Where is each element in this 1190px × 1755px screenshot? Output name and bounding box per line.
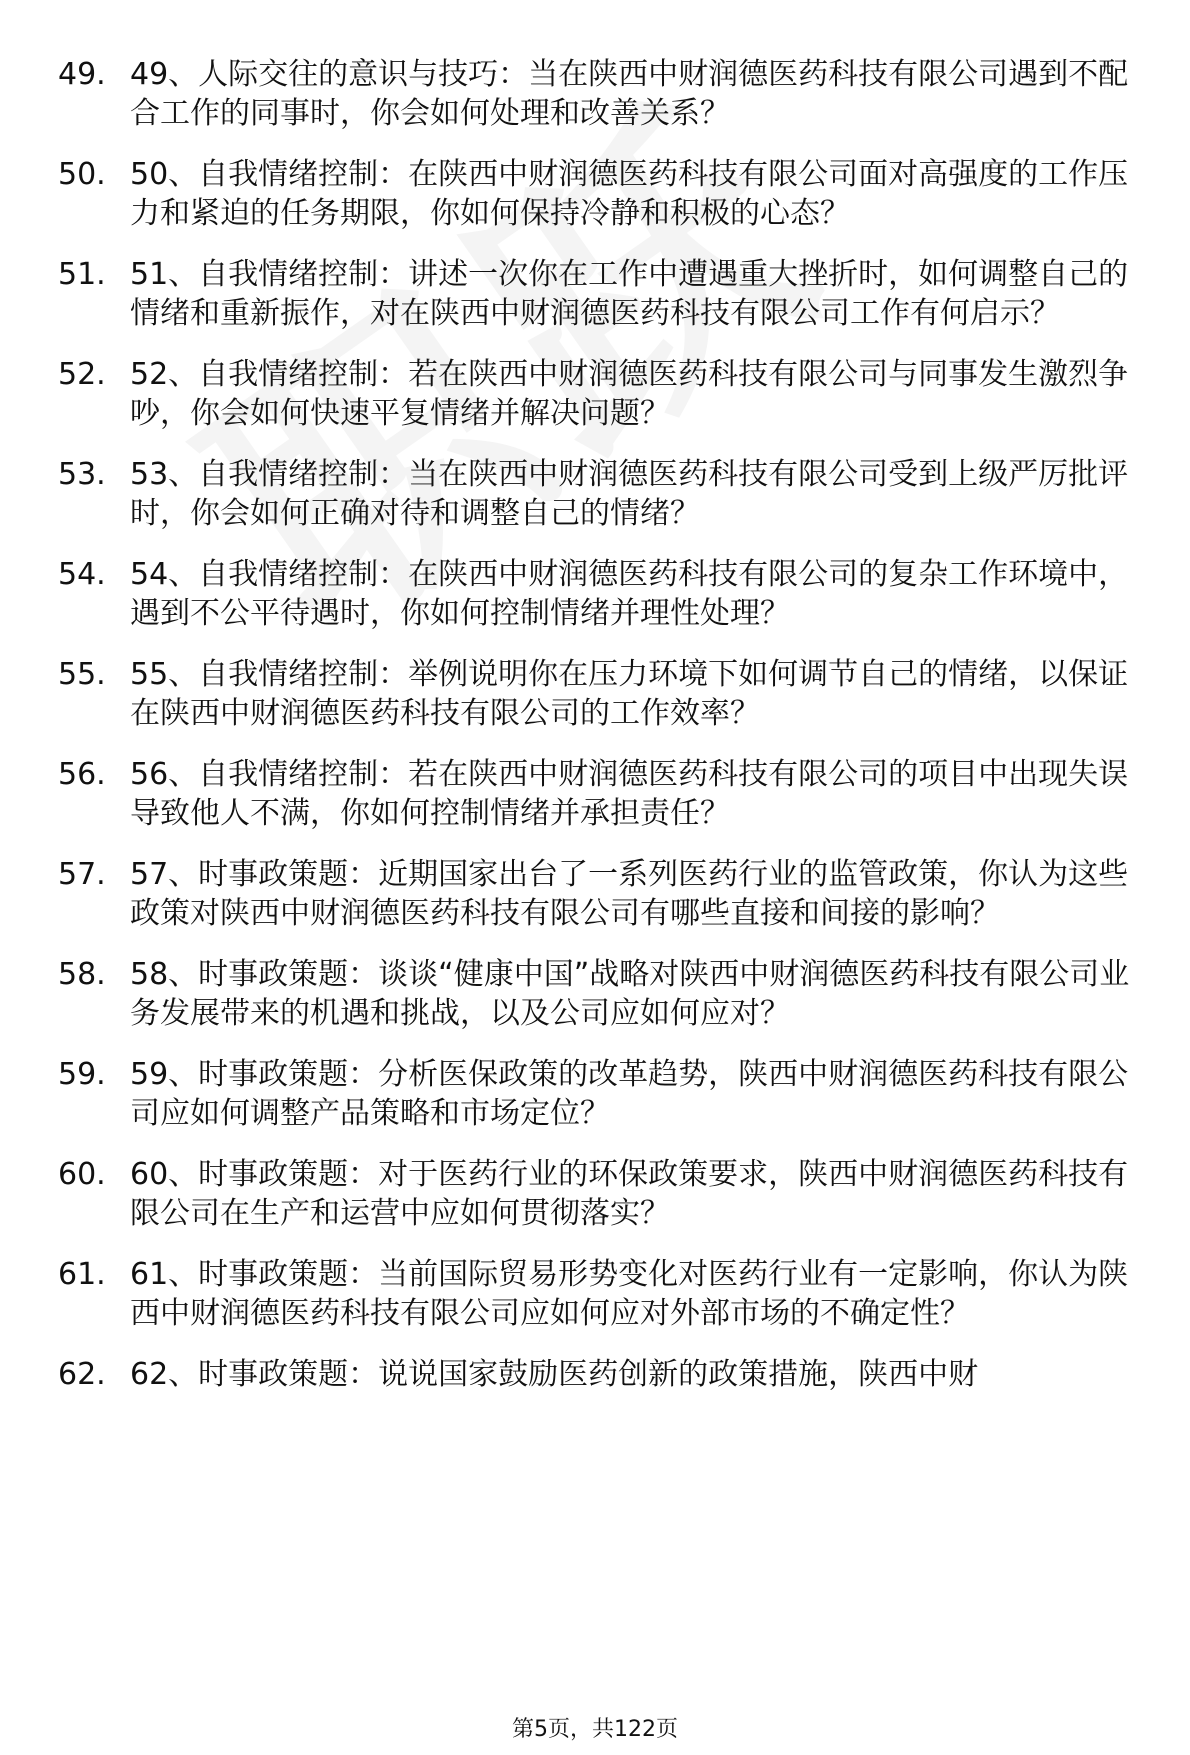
item-text: 62、时事政策题：说说国家鼓励医药创新的政策措施，陕西中财 [130,1357,979,1392]
list-item [58,355,1158,433]
item-text: 54、自我情绪控制：在陕西中财润德医药科技有限公司的复杂工作环境中，遇到不公平待遇时，你如何控制情绪并理性处理？ [130,557,1129,631]
item-text: 52、自我情绪控制：若在陕西中财润德医药科技有限公司与同事发生激烈争吵，你会如何快速平复情绪并解决问题？ [130,357,1129,431]
item-text: 60、时事政策题：对于医药行业的环保政策要求，陕西中财润德医药科技有限公司在生产和运营中应如何贯彻落实？ [130,1157,1129,1231]
item-number: 57. [58,857,106,892]
item-number: 61. [58,1257,106,1292]
item-text: 55、自我情绪控制：举例说明你在压力环境下如何调节自己的情绪，以保证在陕西中财润德医药科技有限公司的工作效率？ [130,657,1129,731]
item-number: 59. [58,1057,106,1092]
list-item [58,655,1158,733]
list-item [58,255,1158,333]
list-item [58,155,1158,233]
item-text: 49、人际交往的意识与技巧：当在陕西中财润德医药科技有限公司遇到不配合工作的同事时，你会如何处理和改善关系？ [130,57,1129,131]
item-number: 56. [58,757,106,792]
item-text: 53、自我情绪控制：当在陕西中财润德医药科技有限公司受到上级严厉批评时，你会如何正确对待和调整自己的情绪？ [130,457,1129,531]
item-number: 52. [58,357,106,392]
list-item [58,1155,1158,1233]
list-item [58,55,1158,133]
item-text: 59、时事政策题：分析医保政策的改革趋势，陕西中财润德医药科技有限公司应如何调整产品策略和市场定位？ [130,1057,1129,1131]
list-item [58,1355,1158,1394]
item-text: 61、时事政策题：当前国际贸易形势变化对医药行业有一定影响，你认为陕西中财润德医药科技有限公司应如何应对外部市场的不确定性？ [130,1257,1129,1331]
item-number: 50. [58,157,106,192]
list-item [58,555,1158,633]
item-number: 49. [58,57,106,92]
item-number: 53. [58,457,106,492]
item-number: 54. [58,557,106,592]
item-text: 56、自我情绪控制：若在陕西中财润德医药科技有限公司的项目中出现失误导致他人不满，你如何控制情绪并承担责任？ [130,757,1129,831]
item-text: 57、时事政策题：近期国家出台了一系列医药行业的监管政策，你认为这些政策对陕西中财润德医药科技有限公司有哪些直接和间接的影响？ [130,857,1129,931]
list-item [58,855,1158,933]
list-item [58,1055,1158,1133]
item-number: 60. [58,1157,106,1192]
list-item [58,455,1158,533]
question-list [58,55,1158,1416]
item-number: 58. [58,957,106,992]
list-item [58,1255,1158,1333]
item-text: 58、时事政策题：谈谈“健康中国”战略对陕西中财润德医药科技有限公司业务发展带来的机遇和挑战，以及公司应如何应对？ [130,957,1130,1031]
item-number: 51. [58,257,106,292]
page-footer: 第5页，共122页 [512,1717,678,1742]
list-item [58,955,1158,1033]
item-number: 55. [58,657,106,692]
item-text: 50、自我情绪控制：在陕西中财润德医药科技有限公司面对高强度的工作压力和紧迫的任务期限，你如何保持冷静和积极的心态？ [130,157,1129,231]
item-number: 62. [58,1357,106,1392]
item-text: 51、自我情绪控制：讲述一次你在工作中遭遇重大挫折时，如何调整自己的情绪和重新振作，对在陕西中财润德医药科技有限公司工作有何启示？ [130,257,1129,331]
list-item [58,755,1158,833]
